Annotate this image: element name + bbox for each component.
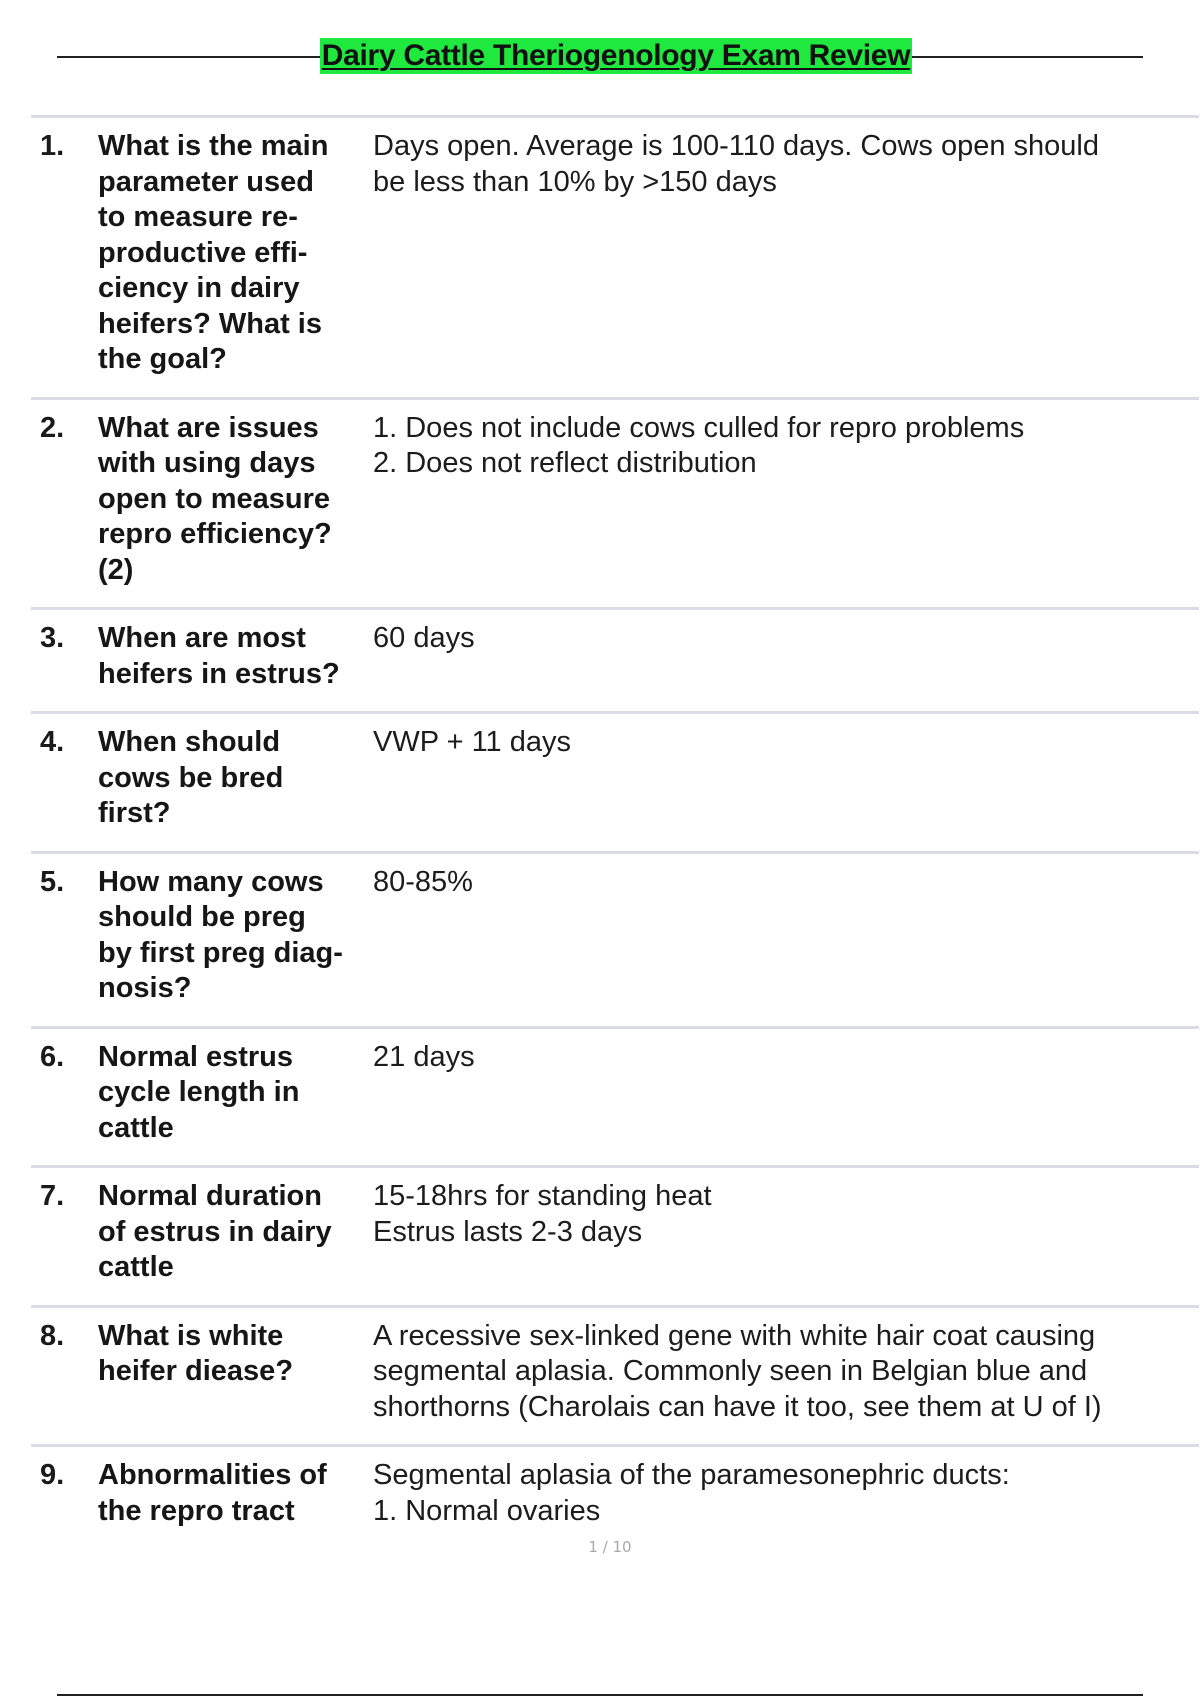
answer-line: Segmental aplasia of the paramesonephric ducts: [373,1459,1010,1491]
answer-line: 60 days [373,622,475,654]
card-answer [370,411,1199,589]
card-question [98,411,370,589]
question-line: What are issues [98,411,319,444]
question-line: heifer diease? [98,1355,294,1387]
question-line: When are most [98,622,306,654]
question-line: productive effi- [98,236,308,269]
question-line: the goal? [98,343,227,375]
card-number: 6. [40,1040,65,1073]
card-answer [370,1040,1199,1147]
card-question [98,1040,370,1147]
question-line: should be preg [98,901,306,933]
question-line: What is the main [98,130,329,162]
card-question [98,1179,370,1286]
card-question [98,129,370,378]
title-container [0,38,1200,74]
answer-line: shorthorns (Charolais can have it too, see them at U of I) [373,1390,1102,1423]
card-question [98,621,370,692]
document-title: Dairy Cattle Theriogenology Exam Review [321,39,911,72]
question-line: heifers in estrus? [98,657,340,690]
question-line: Normal duration [98,1180,322,1212]
answer-line: 1. Does not include cows culled for repro problems [373,411,1025,444]
question-line: heifers? What is [98,307,322,340]
question-line: How many cows [98,865,324,898]
card-answer [370,129,1199,378]
flashcard-row [31,397,1199,608]
question-line: by first preg diag- [98,936,343,969]
question-line: ciency in dairy [98,272,300,304]
card-number: 1. [40,130,65,162]
page-indicator: 1 / 10 [588,1538,632,1556]
answer-line: 15-18hrs for standing heat [373,1180,712,1212]
card-answer [370,1458,1199,1529]
question-line: parameter used [98,165,314,198]
card-answer [370,865,1199,1007]
answer-line: Estrus lasts 2-3 days [373,1215,643,1248]
question-line: What is white [98,1319,284,1352]
card-answer [370,1179,1199,1286]
card-question [98,1458,370,1529]
question-line: repro efficiency? [98,518,332,550]
answer-line: 2. Does not reflect distribution [373,447,757,479]
question-line: open to measure [98,482,331,515]
card-number: 8. [40,1319,65,1352]
flashcard-row [31,607,1199,711]
question-line: Normal estrus [98,1040,294,1073]
question-line: first? [98,797,171,829]
flashcard-row [31,711,1199,851]
question-line: cattle [98,1111,174,1144]
answer-line: 21 days [373,1040,475,1073]
question-line: (2) [98,553,134,586]
question-line: cows be bred [98,761,284,794]
answer-line: segmental aplasia. Commonly seen in Belgian blue and [373,1355,1088,1387]
question-line: nosis? [98,972,192,1004]
answer-line: Days open. Average is 100-110 days. Cows open should [373,130,1100,162]
flashcard-row [31,1165,1199,1305]
bottom-rule [57,1694,1143,1696]
card-number: 3. [40,622,65,654]
question-line: with using days [98,447,316,479]
card-answer [370,621,1199,692]
flashcard-row [31,851,1199,1026]
card-number: 7. [40,1180,65,1212]
answer-line: 80-85% [373,865,473,898]
card-question [98,865,370,1007]
flashcard-row [31,1305,1199,1445]
question-line: When should [98,726,281,758]
card-answer [370,1319,1199,1426]
card-number: 5. [40,865,65,898]
answer-line: A recessive sex-linked gene with white hair coat causing [373,1319,1096,1352]
card-number: 4. [40,726,65,758]
card-question [98,725,370,832]
flashcard-row [31,115,1199,397]
card-question [98,1319,370,1426]
flashcard-row [31,1026,1199,1166]
card-number: 9. [40,1459,65,1491]
answer-line: be less than 10% by >150 days [373,165,777,198]
question-line: the repro tract [98,1494,295,1527]
question-line: of estrus in dairy [98,1215,332,1248]
question-line: to measure re- [98,201,298,233]
question-line: cattle [98,1251,174,1283]
answer-line: VWP + 11 days [373,726,572,758]
question-line: cycle length in [98,1076,300,1108]
card-answer [370,725,1199,832]
question-line: Abnormalities of [98,1459,327,1491]
answer-line: 1. Normal ovaries [373,1494,601,1527]
card-number: 2. [40,411,65,444]
flashcard-row [31,1444,1199,1548]
flashcard-list [31,115,1199,1548]
